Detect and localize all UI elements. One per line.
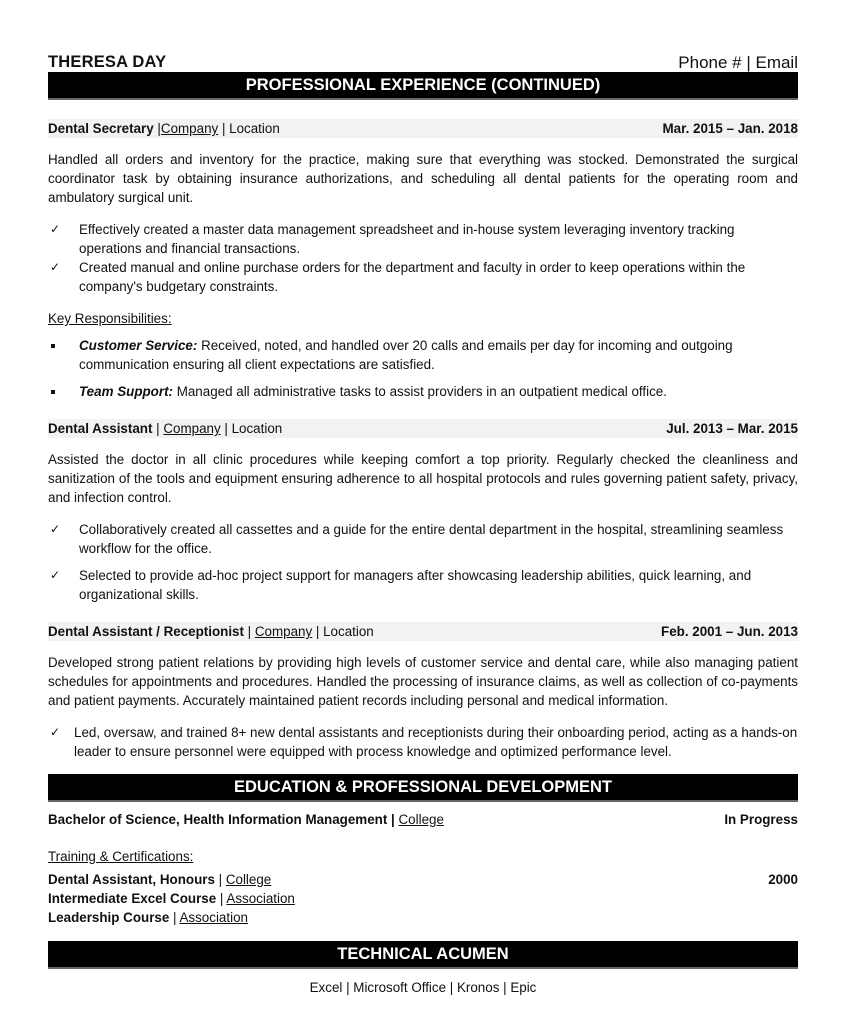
list-item: ✓ Selected to provide ad-hoc project support for managers after showcasing leadership abilities, quick learning, and organizational skills. [50,568,752,602]
responsibility-list [48,336,798,401]
training-row [48,908,798,927]
job-title: Dental Secretary [48,121,154,136]
training-org-link[interactable]: Association [179,910,248,925]
job-entry [48,622,798,761]
training-org-link[interactable]: Association [226,891,295,906]
separator: | [387,812,399,827]
contact-info: Phone # | Email [678,53,798,72]
resume-page [48,50,798,997]
job-title: Dental Assistant [48,421,153,436]
job-summary: Developed strong patient relations by providing high levels of customer service and dental care, while also managing patient schedules for appointments and procedures. Handled the processing of insurance claims, as well as collection of co-payments and patient payments. Accurately maintained patient records including personal and medical information. [48,655,798,708]
job-dates: Jul. 2013 – Mar. 2015 [666,421,798,436]
company-link[interactable]: Company [160,121,219,136]
list-item: Team Support: Managed all administrative tasks to assist providers in an outpatient medical office. [48,382,798,401]
job-location: | Location [218,121,280,136]
separator: | [153,121,161,136]
achievement-list [48,220,798,296]
resume-header [48,50,798,72]
list-item: Customer Service: Received, noted, and handled over 20 calls and emails per day for incoming and outgoing communication ensuring all client expectations are satisfied. [48,336,798,374]
job-entry [48,119,798,401]
square-bullet-icon [51,344,55,348]
check-mark-icon: ✓ [50,568,61,582]
check-mark-icon: ✓ [50,260,61,274]
job-dates: Feb. 2001 – Jun. 2013 [661,624,798,639]
square-bullet-icon [51,390,55,394]
check-mark-icon: ✓ [50,725,61,739]
job-title: Dental Assistant / Receptionist [48,624,244,639]
degree-name: Bachelor of Science, Health Information Management [48,812,388,827]
achievement-list [48,723,798,761]
responsibility-label: Customer Service: [79,338,198,353]
responsibility-label: Team Support: [79,384,173,399]
job-location: | Location [312,624,374,639]
degree-status: In Progress [724,812,798,827]
job-header [48,119,798,138]
section-header-experience: PROFESSIONAL EXPERIENCE (CONTINUED) [48,72,798,100]
separator: | [169,910,180,925]
training-org-link[interactable]: College [225,872,272,887]
company-link[interactable]: Company [163,421,221,436]
company-link[interactable]: Company [254,624,313,639]
training-year: 2000 [768,872,798,887]
job-entry [48,419,798,604]
training-name: Intermediate Excel Course [48,891,217,906]
check-mark-icon: ✓ [50,222,61,236]
skills-list: Excel | Microsoft Office | Kronos | Epic [309,980,537,995]
candidate-name: THERESA DAY [48,53,167,71]
list-item: ✓ Effectively created a master data management spreadsheet and in-house system leveraging inventory tracking operations and financial transactions. [50,222,735,256]
job-summary: Assisted the doctor in all clinic procedures while keeping comfort a top priority. Regularly checked the cleanliness and sanitization of the tools and equipment ensuring adherence to all hospital protocols and rules governing patient safety, privacy, and infection control. [48,452,798,505]
training-row [48,870,798,889]
college-link[interactable]: College [398,812,444,827]
section-header-education: EDUCATION & PROFESSIONAL DEVELOPMENT [48,774,798,802]
achievement-list [48,520,798,604]
separator: | [214,872,226,887]
job-header [48,622,798,641]
separator: | [152,421,164,436]
section-header-technical: TECHNICAL ACUMEN [48,941,798,969]
training-name: Leadership Course [48,910,170,925]
training-heading: Training & Certifications: [48,849,194,864]
training-name: Dental Assistant, Honours [48,872,215,887]
list-item: ✓ Created manual and online purchase orders for the department and faculty in order to keep operations within the company's budgetary constraints. [50,260,746,294]
separator: | [243,624,255,639]
list-item: ✓ Collaboratively created all cassettes and a guide for the entire dental department in the hospital, streamlining seamless workflow for the office. [50,522,784,556]
check-mark-icon: ✓ [50,522,61,536]
separator: | [216,891,227,906]
job-dates: Mar. 2015 – Jan. 2018 [662,121,798,136]
training-row [48,889,798,908]
job-header [48,419,798,438]
job-summary: Handled all orders and inventory for the practice, making sure that everything was stocked. Demonstrated the surgical coordinator task by obtaining insurance authorizations, and scheduling all dental patients for the operating room and ambulatory surgical unit. [48,152,798,205]
responsibilities-heading: Key Responsibilities: [48,311,172,326]
list-item: ✓ Led, oversaw, and trained 8+ new dental assistants and receptionists during their onboarding period, acting as a hands-on leader to ensure personnel were equipped with process knowledge and optimized performance level. [50,725,798,759]
job-location: | Location [220,421,283,436]
education-block [48,810,798,927]
degree-row [48,810,798,829]
